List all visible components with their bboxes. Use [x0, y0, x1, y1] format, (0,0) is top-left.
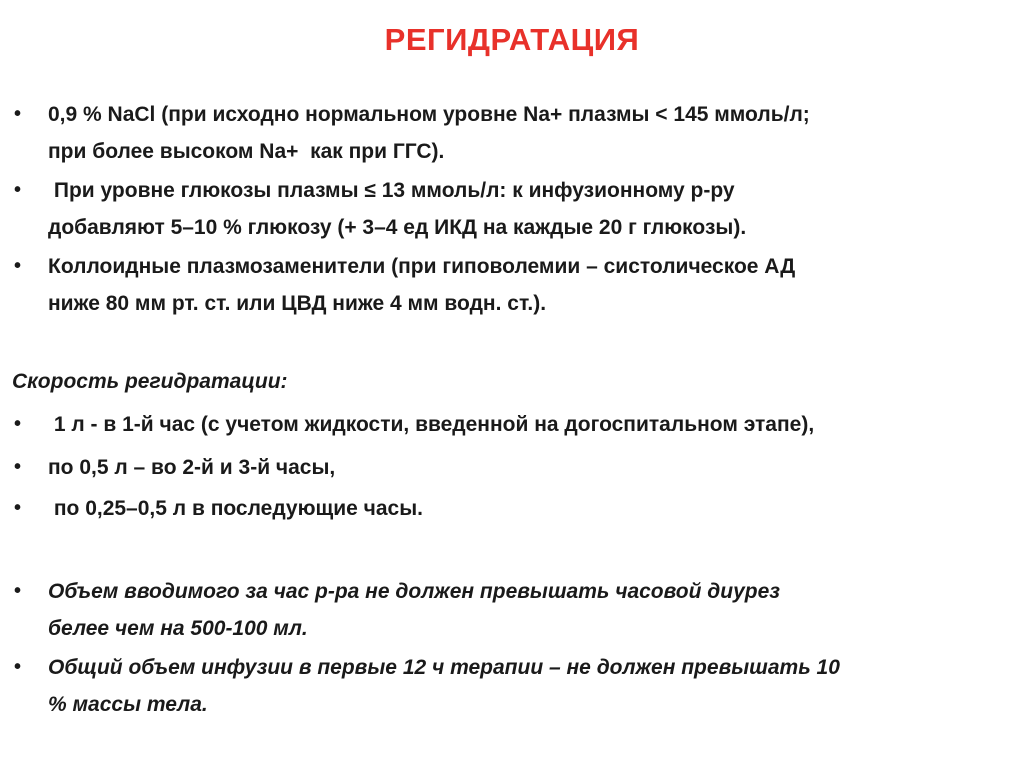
list-item-text: Общий объем инфузии в первые 12 ч терапии – не должен превышать 10 % массы тела. — [48, 656, 840, 716]
slide-title: РЕГИДРАТАЦИЯ — [384, 22, 640, 57]
list-item-text: Объем вводимого за час р-ра не должен превышать часовой диурез белее чем на 500-100 мл. — [48, 580, 780, 640]
rate-heading: Скорость регидратации: — [12, 370, 288, 393]
list-item-rate-2 — [14, 449, 1004, 486]
bullet-icon: • — [14, 656, 22, 678]
list-item-text: При уровне глюкозы плазмы ≤ 13 ммоль/л: к инфузионному р-ру добавляют 5–10 % глюкозу (+ 3–4 ед ИКД на каждые 20 г глюкозы). — [48, 179, 747, 239]
bullet-icon: • — [14, 580, 22, 602]
list-item-total-volume — [14, 649, 1004, 723]
list-item-colloids — [14, 248, 1004, 322]
bullet-icon: • — [14, 255, 22, 277]
list-item-text: 0,9 % NaCl (при исходно нормальном уровне Na+ плазмы < 145 ммоль/л; при более высоком Na+ как при ГГС). — [48, 103, 810, 163]
list-item-text: по 0,5 л – во 2-й и 3-й часы, — [48, 456, 336, 479]
list-item-text: по 0,25–0,5 л в последующие часы. — [48, 497, 424, 520]
list-item-nacl — [14, 96, 1004, 170]
bullet-icon: • — [14, 179, 22, 201]
list-item-rate-1 — [14, 406, 1004, 443]
list-item-text: Коллоидные плазмозаменители (при гиповолемии – систолическое АД ниже 80 мм рт. ст. или ЦВД ниже 4 мм водн. ст.). — [48, 255, 796, 315]
list-item-text: 1 л - в 1-й час (с учетом жидкости, введенной на догоспитальном этапе), — [48, 413, 815, 436]
bullet-icon: • — [14, 497, 22, 519]
list-item-rate-3 — [14, 490, 1004, 527]
bullet-icon: • — [14, 413, 22, 435]
bullet-icon: • — [14, 103, 22, 125]
list-item-glucose — [14, 172, 1004, 246]
list-item-hourly-volume — [14, 573, 1004, 647]
bullet-icon: • — [14, 456, 22, 478]
